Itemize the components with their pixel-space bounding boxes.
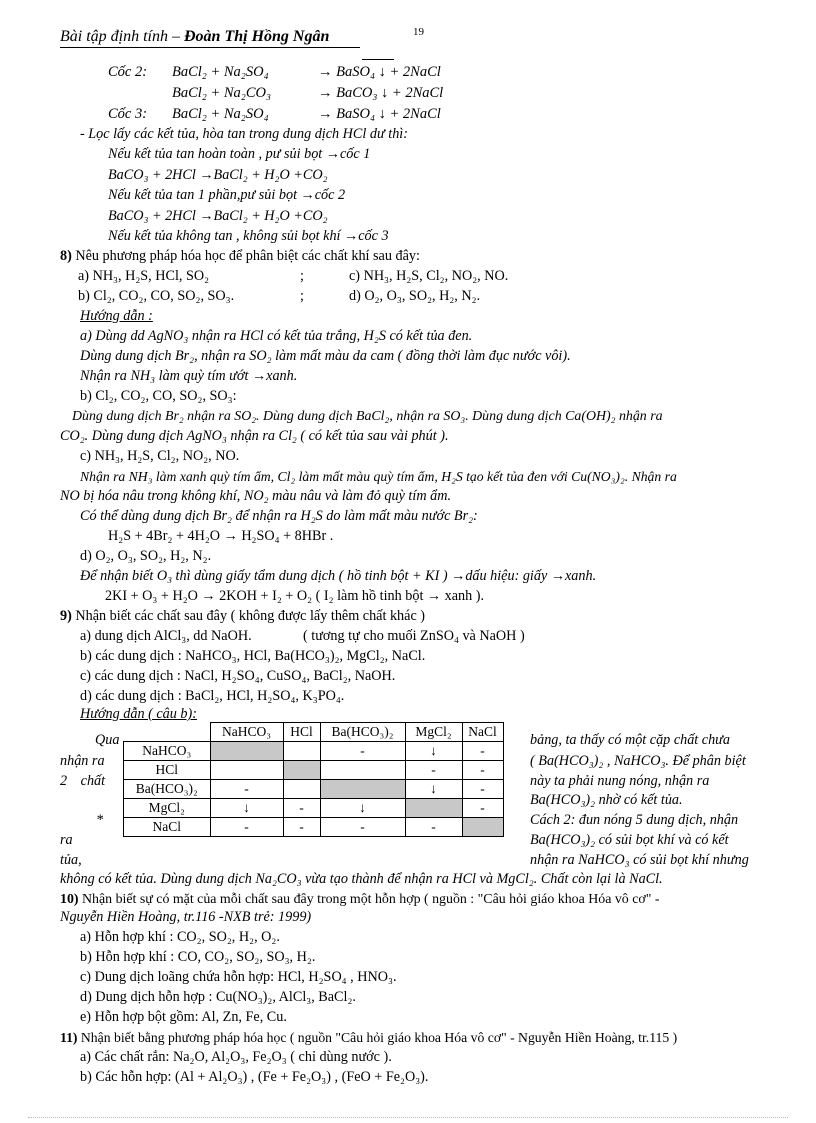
row-label: MgCl₂ [124, 799, 211, 818]
text-line: c) NH₃, H₂S, Cl₂, NO₂, NO. [349, 268, 509, 284]
text-line: c) NH₃, H₂S, Cl₂, NO₂, NO. [80, 448, 240, 464]
equation-label: Cốc 2: [108, 64, 148, 80]
side-text: này ta phải nung nóng, nhận ra [530, 773, 710, 789]
text-line: 2KI + O₃ + H₂O → 2KOH + I₂ + O₂ ( I₂ làm hồ tinh bột → xanh ). [105, 588, 485, 604]
text-line: b) các dung dịch : NaHCO₃, HCl, Ba(HCO₃)₂, MgCl₂, NaCl. [80, 648, 426, 664]
row-label: NaCl [124, 818, 211, 837]
table-cell: ↓ [405, 780, 462, 799]
text-line: Nếu kết tủa không tan , không sủi bọt khí →cốc 3 [108, 228, 389, 244]
table-cell: - [462, 742, 503, 761]
table-cell [210, 742, 283, 761]
side-text: * [96, 812, 104, 828]
side-text: ra [60, 832, 73, 848]
text-line: d) các dung dịch : BaCl₂, HCl, H₂SO₄, K₃PO₄. [80, 688, 345, 704]
side-text: Ba(HCO₃)₂ nhờ có kết tủa. [530, 792, 683, 808]
side-text: tủa, [60, 852, 82, 868]
side-text: 2 chất [60, 773, 106, 789]
text-line: a) Hỗn hợp khí : CO₂, SO₂, H₂, O₂. [80, 929, 280, 945]
text-line: Nguyễn Hiền Hoàng, tr.116 -NXB trẻ: 1999) [60, 909, 312, 925]
table-cell: - [320, 742, 405, 761]
question-10: 10) Nhận biết sự có mặt của mỗi chất sau đây trong một hỗn hợp ( nguồn : "Câu hỏi giáo khoa Hóa vô cơ" - [60, 892, 660, 907]
table-cell: ↓ [405, 742, 462, 761]
table-header: NaHCO₃ [210, 723, 283, 742]
text-line: Dùng dung dịch Br₂, nhận ra SO₂ làm mất màu da cam ( đồng thời làm đục nước vôi). [80, 348, 571, 364]
question-11: 11) Nhận biết bằng phương pháp hóa học ( nguồn "Câu hỏi giáo khoa Hóa vô cơ" - Nguyễn Hiền Hoàng, tr.115 ) [60, 1030, 678, 1045]
table-cell: ↓ [210, 799, 283, 818]
bottom-dotted-rule [28, 1117, 788, 1118]
text-line: a) Dùng dd AgNO₃ nhận ra HCl có kết tủa trắng, H₂S có kết tủa đen. [80, 328, 473, 344]
table-row [124, 761, 504, 780]
text-line: Để nhận biết O₃ thì dùng giấy tẩm dung dịch ( hồ tinh bột + KI ) →dấu hiệu: giấy →xanh. [80, 568, 597, 584]
table-cell: - [462, 799, 503, 818]
table-cell [283, 780, 320, 799]
table-cell: - [462, 761, 503, 780]
text-line: d) O₂, O₃, SO₂, H₂, N₂. [80, 548, 212, 564]
table-row [124, 780, 504, 799]
text-line: Nhận ra NH₃ làm xanh quỳ tím ẩm, Cl₂ làm mất màu quỳ tím ẩm, H₂S tạo kết tủa đen với Cu(NO₃)₂. Nhận ra [80, 469, 677, 484]
text-line: NO bị hóa nâu trong không khí, NO₂ màu nâu và làm đỏ quỳ tím ẩm. [60, 488, 451, 504]
table-corner [124, 723, 211, 742]
text-line: Nhận ra NH₃ làm quỳ tím ướt →xanh. [80, 368, 298, 384]
text-line: d) Dung dịch hỗn hợp : Cu(NO₃)₂, AlCl₃, BaCl₂. [80, 989, 356, 1005]
equation-label: Cốc 3: [108, 106, 148, 122]
guide-heading: Hướng dẫn : [80, 308, 153, 324]
table-cell [283, 761, 320, 780]
table-cell: - [320, 818, 405, 837]
guide-heading: Hướng dẫn ( câu b): [80, 706, 197, 722]
table-cell: ↓ [320, 799, 405, 818]
reaction-table [123, 722, 504, 837]
row-label: Ba(HCO₃)₂ [124, 780, 211, 799]
table-cell: - [405, 818, 462, 837]
overline-mark [362, 59, 394, 60]
table-header: NaCl [462, 723, 503, 742]
table-header: HCl [283, 723, 320, 742]
header-underline [60, 47, 360, 48]
page-header [60, 28, 329, 46]
table-cell: - [283, 799, 320, 818]
text-line: Dùng dung dịch Br₂ nhận ra SO₂. Dùng dung dịch BaCl₂, nhận ra SO₃. Dùng dung dịch Ca(OH)₂ nhận ra [72, 409, 663, 424]
table-row [124, 799, 504, 818]
side-text: Cách 2: đun nóng 5 dung dịch, nhận [530, 812, 739, 828]
table-cell [320, 780, 405, 799]
row-label: NaHCO₃ [124, 742, 211, 761]
text-line: ; [300, 268, 304, 284]
page-number: 19 [413, 26, 424, 38]
table-cell [405, 799, 462, 818]
table-cell: - [210, 818, 283, 837]
text-line: c) các dung dịch : NaCl, H₂SO₄, CuSO₄, BaCl₂, NaOH. [80, 668, 396, 684]
side-text: bảng, ta thấy có một cặp chất chưa [530, 732, 731, 748]
equation-rhs: → BaSO₄ ↓ + 2NaCl [318, 106, 441, 122]
text-line: a) dung dịch AlCl₃, dd NaOH. [80, 628, 252, 644]
table-cell [462, 818, 503, 837]
text-line: BaCO₃ + 2HCl →BaCl₂ + H₂O +CO₂ [108, 167, 328, 183]
question-8: 8) Nêu phương pháp hóa học để phân biệt các chất khí sau đây: [60, 248, 420, 264]
text-line: ( tương tự cho muối ZnSO₄ và NaOH ) [303, 628, 525, 644]
text-line: CO₂. Dùng dung dịch AgNO₃ nhận ra Cl₂ ( có kết tủa sau vài phút ). [60, 428, 449, 444]
equation-lhs: BaCl₂ + Na₂SO₄ [172, 106, 269, 122]
equation-lhs: BaCl₂ + Na₂CO₃ [172, 85, 272, 101]
text-line: Nếu kết tủa tan hoàn toàn , pư sủi bọt →cốc 1 [108, 146, 371, 162]
equation-lhs: BaCl₂ + Na₂SO₄ [172, 64, 269, 80]
table-cell [320, 761, 405, 780]
side-text: nhận ra [60, 753, 105, 769]
table-row [124, 818, 504, 837]
text-line: b) Các hỗn hợp: (Al + Al₂O₃) , (Fe + Fe₂O₃) , (FeO + Fe₂O₃). [80, 1069, 429, 1085]
table-header: Ba(HCO₃)₂ [320, 723, 405, 742]
equation-rhs: → BaCO₃ ↓ + 2NaCl [318, 85, 444, 101]
table-cell [210, 761, 283, 780]
table-header-row [124, 723, 504, 742]
table-row [124, 742, 504, 761]
row-label: HCl [124, 761, 211, 780]
text-line: b) Cl₂, CO₂, CO, SO₂, SO₃. [78, 288, 235, 304]
text-line: không có kết tủa. Dùng dung dịch Na₂CO₃ vừa tạo thành để nhận ra HCl và MgCl₂. Chất còn lại là NaCl. [60, 871, 663, 887]
text-line: ; [300, 288, 304, 304]
table-cell: - [210, 780, 283, 799]
text-line: H₂S + 4Br₂ + 4H₂O → H₂SO₄ + 8HBr . [108, 528, 334, 544]
side-text: Ba(HCO₃)₂ có sủi bọt khí và có kết [530, 832, 729, 848]
header-author: Đoàn Thị Hồng Ngân [184, 28, 330, 45]
text-line: c) Dung dịch loãng chứa hỗn hợp: HCl, H₂SO₄ , HNO₃. [80, 969, 397, 985]
table-cell: - [462, 780, 503, 799]
text-line: a) Các chất rắn: Na₂O, Al₂O₃, Fe₂O₃ ( chỉ dùng nước ). [80, 1049, 392, 1065]
table-cell [283, 742, 320, 761]
side-text: ( Ba(HCO₃)₂ , NaHCO₃. Để phân biệt [530, 753, 746, 769]
side-text: Qua [95, 732, 120, 748]
table-header: MgCl₂ [405, 723, 462, 742]
table-cell: - [405, 761, 462, 780]
text-line: Nếu kết tủa tan 1 phần,pư sủi bọt →cốc 2 [108, 187, 346, 203]
text-line: - Lọc lấy các kết tủa, hòa tan trong dung dịch HCl dư thì: [80, 126, 408, 142]
text-line: BaCO₃ + 2HCl →BaCl₂ + H₂O +CO₂ [108, 208, 328, 224]
header-title: Bài tập định tính – [60, 28, 184, 45]
text-line: e) Hỗn hợp bột gồm: Al, Zn, Fe, Cu. [80, 1009, 287, 1025]
equation-rhs: → BaSO₄ ↓ + 2NaCl [318, 64, 441, 80]
side-text: nhận ra NaHCO₃ có sủi bọt khí nhưng [530, 852, 749, 868]
text-line: b) Cl₂, CO₂, CO, SO₂, SO₃: [80, 388, 237, 404]
text-line: d) O₂, O₃, SO₂, H₂, N₂. [349, 288, 481, 304]
text-line: a) NH₃, H₂S, HCl, SO₂ [78, 268, 210, 284]
table-cell: - [283, 818, 320, 837]
text-line: b) Hỗn hợp khí : CO, CO₂, SO₂, SO₃, H₂. [80, 949, 316, 965]
text-line: Có thể dùng dung dịch Br₂ để nhận ra H₂S do làm mất màu nước Br₂: [80, 508, 478, 524]
question-9: 9) Nhận biết các chất sau đây ( không được lấy thêm chất khác ) [60, 608, 426, 624]
